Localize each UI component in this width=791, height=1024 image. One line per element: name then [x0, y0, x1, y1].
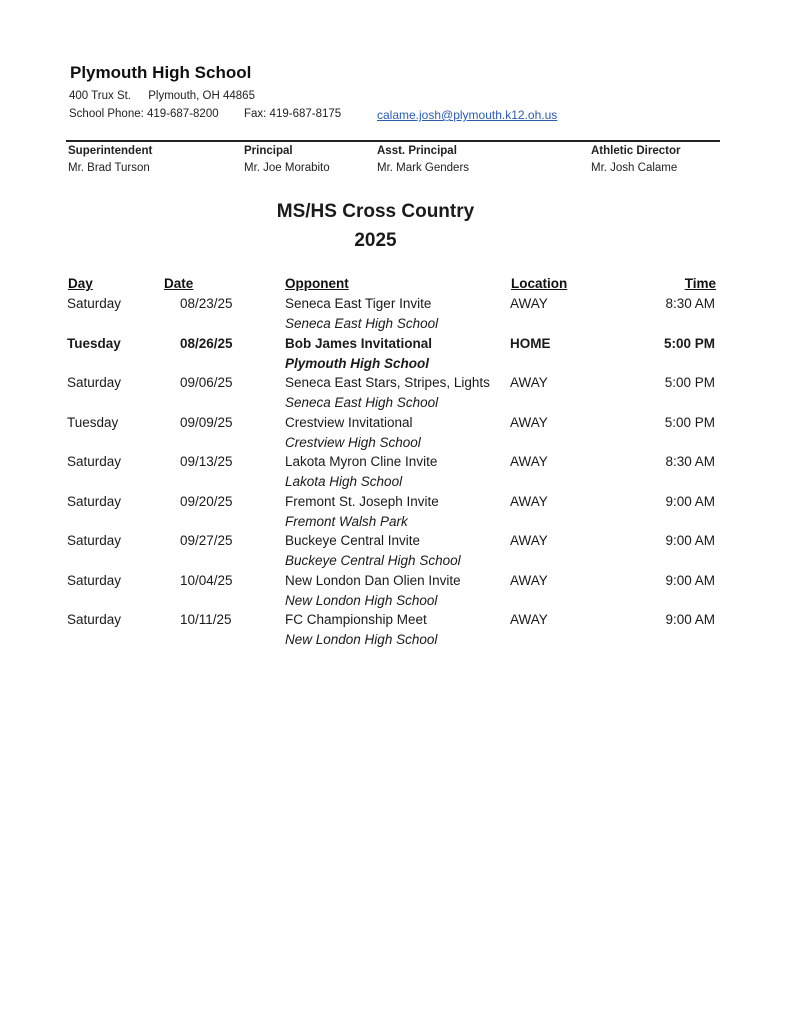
- schedule-row: [0, 296, 791, 336]
- staff-role: Principal: [244, 145, 293, 157]
- row-date: 09/06/25: [180, 375, 233, 390]
- row-day: Saturday: [67, 533, 122, 548]
- row-date: 10/04/25: [180, 573, 233, 588]
- school-name: Plymouth High School: [70, 63, 252, 82]
- row-event: FC Championship Meet: [285, 612, 427, 627]
- row-event: Fremont St. Joseph Invite: [285, 494, 439, 509]
- city-state-zip: Plymouth, OH 44865: [148, 90, 255, 102]
- row-date: 10/11/25: [180, 612, 232, 627]
- row-day: Saturday: [67, 296, 122, 311]
- row-time: 9:00 AM: [665, 494, 715, 509]
- staff-superintendent: [68, 145, 152, 174]
- row-location: AWAY: [510, 454, 548, 469]
- row-event: Lakota Myron Cline Invite: [285, 454, 438, 469]
- row-location: AWAY: [510, 573, 548, 588]
- row-venue: New London High School: [285, 632, 438, 647]
- row-time: 8:30 AM: [665, 296, 715, 311]
- row-date: 08/23/25: [180, 296, 233, 311]
- row-date: 09/13/25: [180, 454, 233, 469]
- row-location: AWAY: [510, 415, 548, 430]
- row-day: Saturday: [67, 494, 122, 509]
- row-venue: Seneca East High School: [285, 316, 439, 331]
- row-location: AWAY: [510, 375, 548, 390]
- schedule-row-home: [0, 336, 791, 376]
- row-day: Saturday: [67, 375, 122, 390]
- row-venue: Seneca East High School: [285, 395, 439, 410]
- row-date: 09/20/25: [180, 494, 233, 509]
- schedule-row: [0, 533, 791, 573]
- schedule-row: [0, 612, 791, 652]
- row-location: AWAY: [510, 533, 548, 548]
- schedule-row: [0, 494, 791, 534]
- row-event: Buckeye Central Invite: [285, 533, 421, 548]
- column-header-opponent: Opponent: [285, 276, 349, 291]
- row-date: 09/27/25: [180, 533, 233, 548]
- row-event: Bob James Invitational: [285, 336, 433, 351]
- row-time: 9:00 AM: [665, 612, 715, 627]
- schedule-row: [0, 454, 791, 494]
- row-time: 5:00 PM: [664, 415, 715, 430]
- row-time: 5:00 PM: [663, 336, 715, 351]
- school-fax: Fax: 419-687-8175: [244, 108, 342, 120]
- row-day: Saturday: [67, 612, 122, 627]
- staff-name: Mr. Mark Genders: [377, 162, 470, 174]
- column-header-time: Time: [684, 276, 716, 291]
- staff-name: Mr. Brad Turson: [68, 162, 150, 174]
- row-venue: Lakota High School: [285, 474, 403, 489]
- row-venue: Plymouth High School: [285, 356, 429, 371]
- schedule-year: 2025: [354, 230, 397, 251]
- staff-role: Athletic Director: [591, 145, 681, 157]
- row-location: AWAY: [510, 494, 548, 509]
- school-phone: School Phone: 419-687-8200: [69, 108, 219, 120]
- row-day: Saturday: [67, 454, 122, 469]
- row-day: Tuesday: [67, 415, 119, 430]
- row-venue: Crestview High School: [285, 435, 421, 450]
- staff-asst-principal: [377, 145, 469, 174]
- column-header-day: Day: [68, 276, 93, 291]
- staff-role: Asst. Principal: [377, 145, 457, 157]
- row-time: 9:00 AM: [665, 533, 715, 548]
- header-divider: [66, 140, 720, 142]
- row-date: 08/26/25: [180, 336, 233, 351]
- address-line: [69, 90, 269, 102]
- schedule-row: [0, 415, 791, 455]
- staff-role: Superintendent: [68, 145, 153, 157]
- row-event: Seneca East Stars, Stripes, Lights: [285, 375, 490, 390]
- row-day: Saturday: [67, 573, 122, 588]
- row-venue: New London High School: [285, 593, 438, 608]
- row-date: 09/09/25: [180, 415, 233, 430]
- schedule-title: MS/HS Cross Country: [276, 201, 475, 222]
- staff-name: Mr. Josh Calame: [591, 162, 678, 174]
- row-time: 5:00 PM: [664, 375, 715, 390]
- column-header-date: Date: [164, 276, 194, 291]
- row-location: AWAY: [510, 296, 548, 311]
- row-location: HOME: [510, 336, 551, 351]
- row-time: 9:00 AM: [665, 573, 715, 588]
- row-event: Crestview Invitational: [285, 415, 413, 430]
- row-venue: Buckeye Central High School: [285, 553, 461, 568]
- athletic-director-email-link[interactable]: calame.josh@plymouth.k12.oh.us: [377, 108, 558, 122]
- row-location: AWAY: [510, 612, 548, 627]
- contact-line: [69, 108, 342, 120]
- row-venue: Fremont Walsh Park: [285, 514, 408, 529]
- schedule-row: [0, 573, 791, 613]
- street-address: 400 Trux St.: [69, 90, 132, 102]
- schedule-row: [0, 375, 791, 415]
- row-event: Seneca East Tiger Invite: [285, 296, 432, 311]
- staff-principal: [244, 145, 330, 174]
- column-header-location: Location: [511, 276, 568, 291]
- staff-athletic-director: [591, 145, 680, 174]
- row-day: Tuesday: [67, 336, 121, 351]
- row-time: 8:30 AM: [665, 454, 715, 469]
- staff-name: Mr. Joe Morabito: [244, 162, 330, 174]
- row-event: New London Dan Olien Invite: [285, 573, 461, 588]
